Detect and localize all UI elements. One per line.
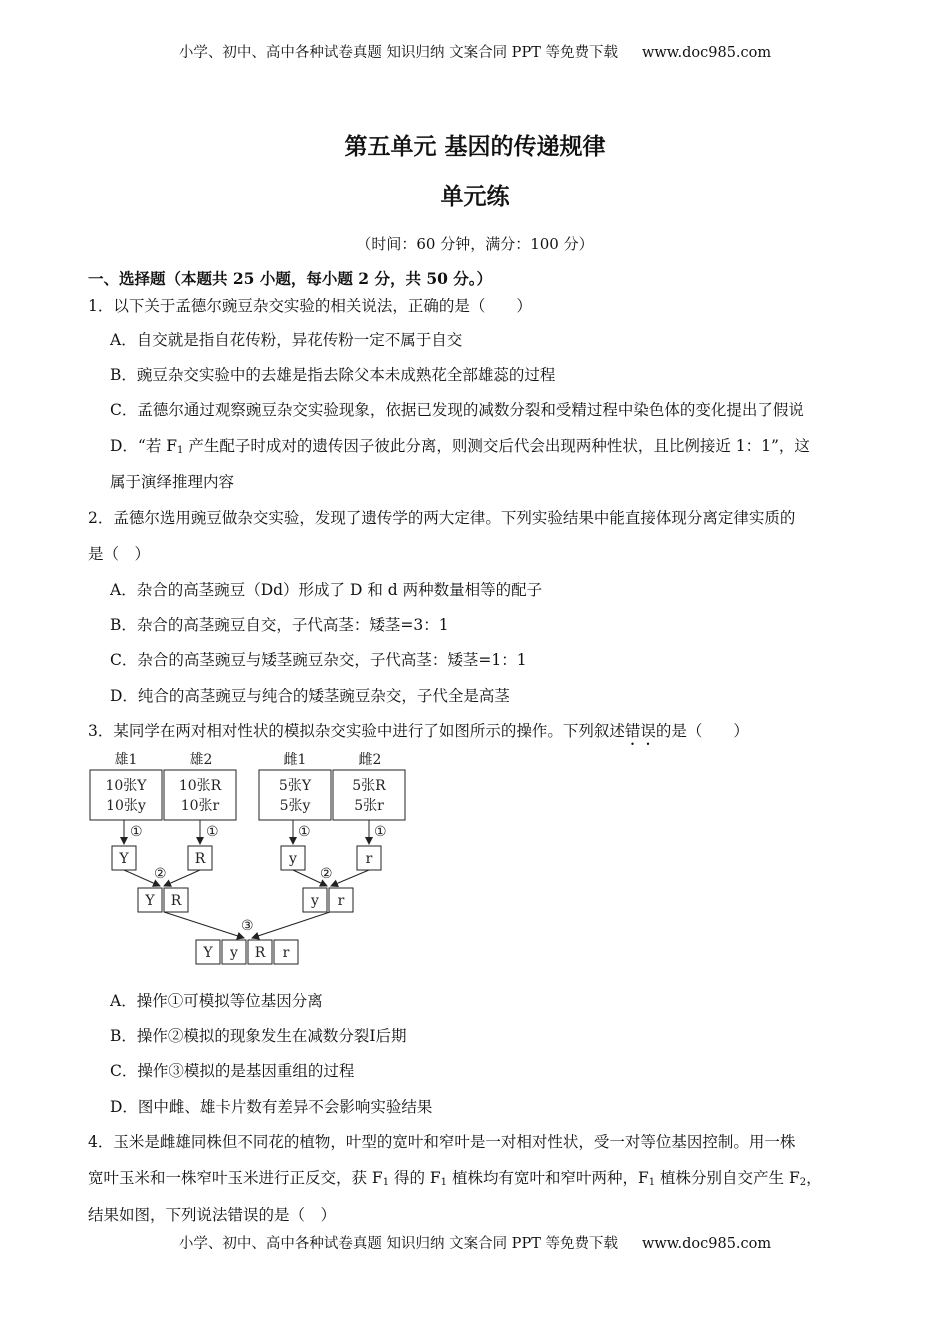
q3-option-c: C．操作③模拟的是基因重组的过程 — [110, 1062, 355, 1080]
male2-line2: 10张r — [180, 798, 220, 814]
step1-label-d: ① — [374, 824, 387, 840]
q2-stem-cont: 是（ ） — [88, 545, 151, 563]
male2-line1: 10张R — [178, 778, 222, 794]
box-label-male1: 雄1 — [114, 752, 138, 768]
q3-stem: 3．某同学在两对相对性状的模拟杂交实验中进行了如图所示的操作。下列叙述错误的是（ ） — [88, 722, 749, 740]
q1-option-d-cont: 属于演绎推理内容 — [110, 473, 235, 491]
card-pair-right-2: r — [337, 893, 345, 909]
section-heading: 一、选择题（本题共 25 小题，每小题 2 分，共 50 分。） — [88, 269, 493, 288]
time-info: （时间：60 分钟，满分：100 分） — [356, 235, 594, 253]
card-final-4: r — [282, 945, 290, 961]
box-label-female2: 雌2 — [358, 752, 382, 768]
female2-line2: 5张r — [354, 798, 384, 814]
footer-url: www.doc985.com — [641, 1236, 772, 1252]
page-header — [0, 41, 950, 62]
male1-line1: 10张Y — [105, 778, 147, 794]
q2-option-b: B．杂合的高茎豌豆自交，子代高茎：矮茎=3：1 — [110, 616, 449, 634]
q1-option-a: A．自交就是指自花传粉，异花传粉一定不属于自交 — [110, 331, 463, 349]
step2-label-a: ② — [154, 866, 167, 882]
card-pair-right-1: y — [311, 893, 319, 909]
card-single-2: R — [194, 851, 206, 867]
card-final-1: Y — [203, 945, 213, 961]
q1-stem: 1．以下关于孟德尔豌豆杂交实验的相关说法，正确的是（ ） — [88, 297, 532, 315]
q3-option-a: A．操作①可模拟等位基因分离 — [110, 992, 323, 1010]
card-final-3: R — [254, 945, 266, 961]
page-title: 第五单元 基因的传递规律 — [344, 133, 606, 160]
page-footer — [0, 1232, 950, 1253]
q4-stem-line3: 结果如图，下列说法错误的是（ ） — [88, 1206, 337, 1224]
q4-stem: 4．玉米是雌雄同株但不同花的植物，叶型的宽叶和窄叶是一对相对性状，受一对等位基因控制。用一株 — [88, 1133, 796, 1151]
card-final-2: y — [230, 945, 238, 961]
female1-line1: 5张Y — [278, 778, 312, 794]
card-single-1: Y — [119, 851, 129, 867]
card-single-4: r — [365, 851, 373, 867]
card-pair-left-1: Y — [145, 893, 155, 909]
q2-stem: 2．孟德尔选用豌豆做杂交实验，发现了遗传学的两大定律。下列实验结果中能直接体现分离定律实质的 — [88, 509, 796, 527]
header-text: 小学、初中、高中各种试卷真题 知识归纳 文案合同 PPT 等免费下载 — [178, 45, 618, 61]
q1-option-d: D．“若 $F_1$ 产生配子时成对的遗传因子彼此分离，则测交后代会出现两种性状，且比例接近 1：1”，这 — [110, 437, 810, 456]
card-pair-left-2: R — [170, 893, 182, 909]
male1-line2: 10张y — [106, 798, 146, 814]
q4-stem-line2: 宽叶玉米和一株窄叶玉米进行正反交，获 $F_1$ 得的 $F_1$ 植株均有宽叶和窄叶两种，$F_1$ 植株分别自交产生 $F_2$， — [88, 1169, 822, 1188]
box-label-male2: 雄2 — [189, 752, 213, 768]
q2-option-a: A．杂合的高茎豌豆（Dd）形成了 D 和 d 两种数量相等的配子 — [110, 581, 543, 599]
step1-label-b: ① — [206, 824, 219, 840]
q1-option-b: B．豌豆杂交实验中的去雄是指去除父本未成熟花全部雄蕊的过程 — [110, 366, 556, 384]
card-single-3: y — [289, 851, 297, 867]
header-url: www.doc985.com — [641, 45, 772, 61]
simulation-diagram — [80, 748, 420, 970]
page-subtitle: 单元练 — [440, 183, 510, 210]
female2-line1: 5张R — [352, 778, 386, 794]
q3-option-b: B．操作②模拟的现象发生在减数分裂Ⅰ后期 — [110, 1027, 407, 1045]
step1-label-c: ① — [298, 824, 311, 840]
box-label-female1: 雌1 — [283, 752, 307, 768]
step1-label-a: ① — [130, 824, 143, 840]
female1-line2: 5张y — [279, 798, 311, 814]
q2-option-c: C．杂合的高茎豌豆与矮茎豌豆杂交，子代高茎：矮茎=1：1 — [110, 651, 527, 669]
step3-label: ③ — [241, 918, 254, 934]
footer-text: 小学、初中、高中各种试卷真题 知识归纳 文案合同 PPT 等免费下载 — [178, 1236, 618, 1252]
q3-option-d: D．图中雌、雄卡片数有差异不会影响实验结果 — [110, 1098, 433, 1116]
step2-label-b: ② — [320, 866, 333, 882]
q1-option-c: C．孟德尔通过观察豌豆杂交实验现象，依据已发现的减数分裂和受精过程中染色体的变化提出了假说 — [110, 401, 804, 419]
q2-option-d: D．纯合的高茎豌豆与纯合的矮茎豌豆杂交，子代全是高茎 — [110, 687, 510, 705]
